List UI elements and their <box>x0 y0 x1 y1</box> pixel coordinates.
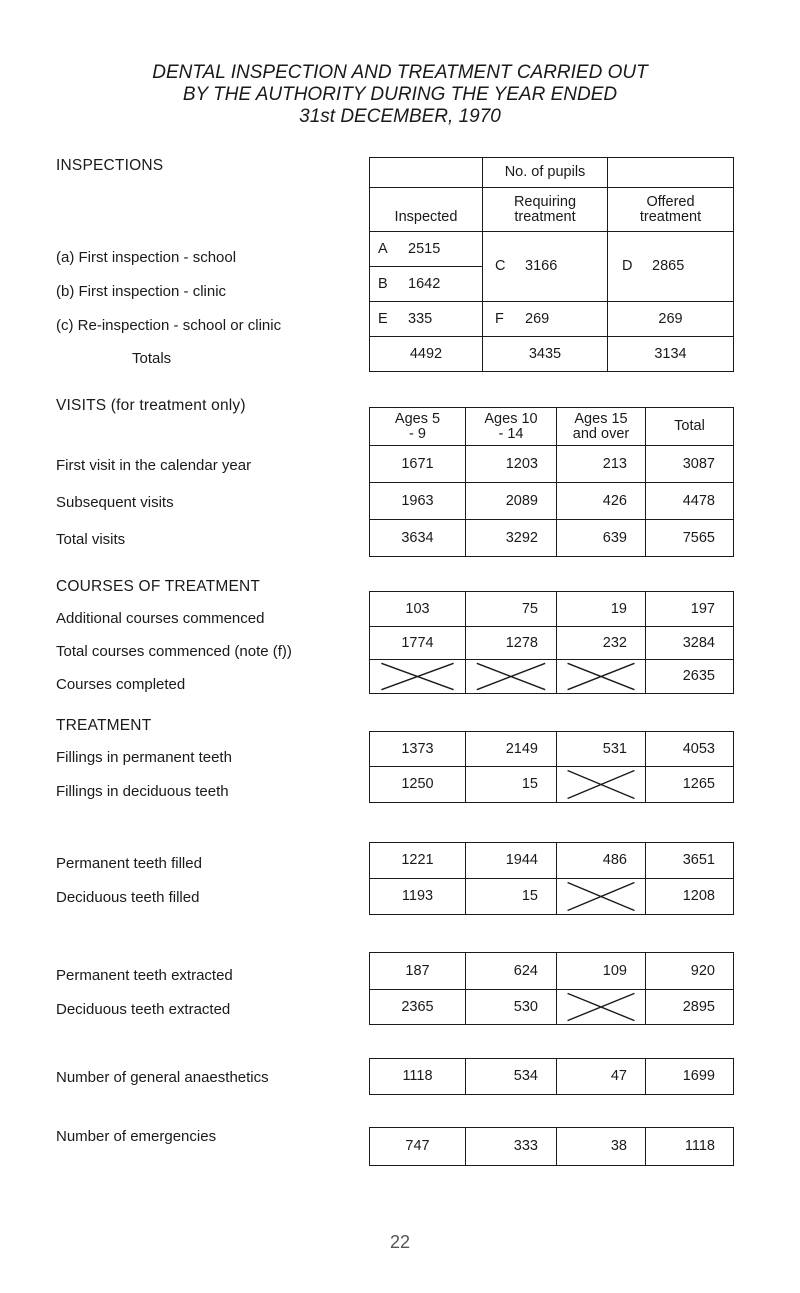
treatment-cell: 15 <box>466 767 557 803</box>
filled-cell: 1221 <box>370 843 466 879</box>
courses-table <box>369 591 734 694</box>
visits-cell: 3634 <box>370 520 466 557</box>
anaesthetics-cell: 47 <box>557 1059 646 1095</box>
treatment-cell: 1250 <box>370 767 466 803</box>
courses-cell: 103 <box>370 592 466 627</box>
extracted-cell: 624 <box>466 953 557 990</box>
inspections-blank-cell <box>370 158 483 188</box>
courses-cell: 19 <box>557 592 646 627</box>
visits-cell: 426 <box>557 483 646 520</box>
visits-cell: 3292 <box>466 520 557 557</box>
visits-cell: 2089 <box>466 483 557 520</box>
inspections-heading: INSPECTIONS <box>56 157 164 174</box>
cell-b: B 1642 <box>370 267 483 302</box>
inspection-row-b-label: (b) First inspection - clinic <box>56 283 227 300</box>
courses-cell: 75 <box>466 592 557 627</box>
filled-cell: 1193 <box>370 879 466 915</box>
filled-cell: 3651 <box>646 843 734 879</box>
visits-header-ages-5-9: Ages 5 - 9 <box>370 408 466 446</box>
filled-row-label: Deciduous teeth filled <box>56 889 200 906</box>
crossed-cell <box>557 660 646 694</box>
treatment-cell: 4053 <box>646 732 734 767</box>
treatment-heading: TREATMENT <box>56 717 152 734</box>
filled-cell: 486 <box>557 843 646 879</box>
extracted-row-label: Deciduous teeth extracted <box>56 1001 231 1018</box>
extracted-row-label: Permanent teeth extracted <box>56 967 233 984</box>
visits-cell: 7565 <box>646 520 734 557</box>
inspections-table <box>369 157 734 372</box>
inspection-row-c-label: (c) Re-inspection - school or clinic <box>56 317 282 334</box>
inspections-blank-cell <box>608 158 734 188</box>
emergencies-label: Number of emergencies <box>56 1128 217 1145</box>
visits-cell: 1963 <box>370 483 466 520</box>
visits-cell: 3087 <box>646 446 734 483</box>
treatment-cell: 1265 <box>646 767 734 803</box>
crossed-cell <box>557 990 646 1025</box>
treatment-row-label: Fillings in permanent teeth <box>56 749 232 766</box>
cell-c: C 3166 <box>483 232 608 302</box>
cell-g: 269 <box>608 302 734 337</box>
filled-cell: 1944 <box>466 843 557 879</box>
extracted-cell: 109 <box>557 953 646 990</box>
crossed-cell <box>557 879 646 915</box>
visits-cell: 639 <box>557 520 646 557</box>
treatment-cell: 531 <box>557 732 646 767</box>
visits-table <box>369 407 734 557</box>
inspection-row-a-label: (a) First inspection - school <box>56 249 237 266</box>
extracted-cell: 2895 <box>646 990 734 1025</box>
visits-row-label: First visit in the calendar year <box>56 457 252 474</box>
total-requiring: 3435 <box>483 337 608 372</box>
col-inspected-header: Inspected <box>370 188 483 232</box>
total-offered: 3134 <box>608 337 734 372</box>
title-line-1: DENTAL INSPECTION AND TREATMENT CARRIED OUT <box>152 62 648 83</box>
visits-cell: 1203 <box>466 446 557 483</box>
courses-row-label: Total courses commenced (note (f)) <box>56 643 292 660</box>
courses-cell: 232 <box>557 627 646 660</box>
anaesthetics-label: Number of general anaesthetics <box>56 1069 269 1086</box>
treatment-row-label: Fillings in deciduous teeth <box>56 783 229 800</box>
visits-row-label: Total visits <box>56 531 126 548</box>
emergencies-cell: 333 <box>466 1128 557 1166</box>
cell-f: F 269 <box>483 302 608 337</box>
emergencies-cell: 38 <box>557 1128 646 1166</box>
courses-cell: 197 <box>646 592 734 627</box>
crossed-cell <box>370 660 466 694</box>
extracted-cell: 2365 <box>370 990 466 1025</box>
extracted-cell: 187 <box>370 953 466 990</box>
courses-cell: 1278 <box>466 627 557 660</box>
cell-d: D 2865 <box>608 232 734 302</box>
inspections-group-header: No. of pupils <box>483 158 608 188</box>
visits-heading: VISITS (for treatment only) <box>56 397 246 414</box>
visits-cell: 4478 <box>646 483 734 520</box>
courses-cell: 2635 <box>646 660 734 694</box>
emergencies-cell: 1118 <box>646 1128 734 1166</box>
cell-e: E 335 <box>370 302 483 337</box>
anaesthetics-table <box>369 1058 734 1095</box>
anaesthetics-cell: 1699 <box>646 1059 734 1095</box>
filled-row-label: Permanent teeth filled <box>56 855 202 872</box>
courses-cell: 3284 <box>646 627 734 660</box>
anaesthetics-cell: 534 <box>466 1059 557 1095</box>
visits-header-ages-10-14: Ages 10 - 14 <box>466 408 557 446</box>
courses-row-label: Additional courses commenced <box>56 610 265 627</box>
visits-header-ages-15-over: Ages 15 and over <box>557 408 646 446</box>
courses-heading: COURSES OF TREATMENT <box>56 578 261 595</box>
anaesthetics-cell: 1118 <box>370 1059 466 1095</box>
visits-cell: 1671 <box>370 446 466 483</box>
cell-a: A 2515 <box>370 232 483 267</box>
extracted-cell: 530 <box>466 990 557 1025</box>
treatment-cell: 2149 <box>466 732 557 767</box>
title-line-3: 31st DECEMBER, 1970 <box>299 106 501 127</box>
page-number: 22 <box>389 1232 411 1252</box>
extracted-cell: 920 <box>646 953 734 990</box>
crossed-cell <box>557 767 646 803</box>
inspection-totals-label: Totals <box>132 350 172 367</box>
visits-row-label: Subsequent visits <box>56 494 174 511</box>
emergencies-table <box>369 1127 734 1166</box>
visits-header-total: Total <box>646 408 734 446</box>
treatment-cell: 1373 <box>370 732 466 767</box>
filled-cell: 15 <box>466 879 557 915</box>
courses-cell: 1774 <box>370 627 466 660</box>
visits-cell: 213 <box>557 446 646 483</box>
emergencies-cell: 747 <box>370 1128 466 1166</box>
extracted-table <box>369 952 734 1025</box>
courses-row-label: Courses completed <box>56 676 186 693</box>
total-inspected: 4492 <box>370 337 483 372</box>
title-line-2: BY THE AUTHORITY DURING THE YEAR ENDED <box>182 84 618 105</box>
crossed-cell <box>466 660 557 694</box>
col-offered-header: Offered treatment <box>608 188 734 232</box>
treatment-table <box>369 731 734 803</box>
filled-cell: 1208 <box>646 879 734 915</box>
col-requiring-header: Requiring treatment <box>483 188 608 232</box>
filled-table <box>369 842 734 915</box>
